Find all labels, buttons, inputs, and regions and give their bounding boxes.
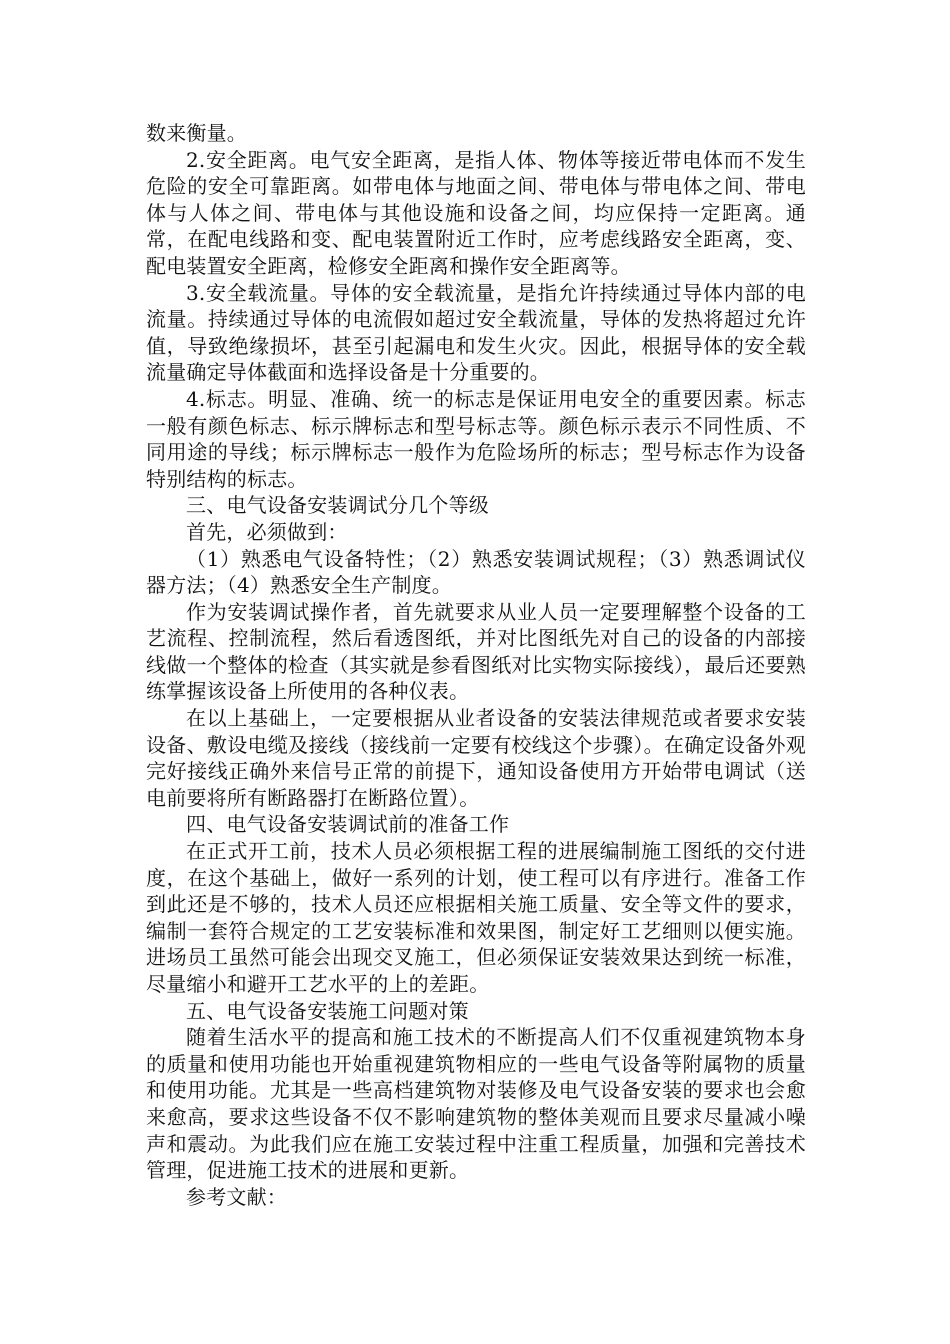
document-body: [146, 120, 806, 1210]
section-heading-5: 五、电气设备安装施工问题对策: [186, 998, 469, 1023]
paragraph-countermeasures: 随着生活水平的提高和施工技术的不断提高人们不仅重视建筑物本身的质量和使用功能也开始重视建筑物相应的一些电气设备等附属物的质量和使用功能。尤其是一些高档建筑物对装修及电气设备安装的要求也会愈来愈高，要求这些设备不仅不影响建筑物的整体美观而且要求尽量减小噪声和震动。为此我们应在施工安装过程中注重工程质量，加强和完善技术管理，促进施工技术的进展和更新。: [146, 1025, 806, 1183]
paragraph-safety-distance: 2.安全距离。电气安全距离，是指人体、物体等接近带电体而不发生危险的安全可靠距离。如带电体与地面之间、带电体与带电体之间、带电体与人体之间、带电体与其他设施和设备之间，均应保持一定距离。通常，在配电线路和变、配电装置附近工作时，应考虑线路安全距离，变、配电装置安全距离，检修安全距离和操作安全距离等。: [146, 147, 806, 278]
paragraph-continuation: 数来衡量。: [146, 121, 247, 145]
references-heading: 参考文献：: [186, 1184, 287, 1209]
section-heading-3: 三、电气设备安装调试分几个等级: [186, 493, 489, 518]
paragraph-requirements-list: （1）熟悉电气设备特性；（2）熟悉安装调试规程；（3）熟悉调试仪器方法；（4）熟悉安全生产制度。: [146, 546, 806, 598]
paragraph-first: 首先，必须做到：: [186, 519, 348, 544]
paragraph-preparation: 在正式开工前，技术人员必须根据工程的进展编制施工图纸的交付进度，在这个基础上，做好一系列的计划，使工程可以有序进行。准备工作到此还是不够的，技术人员还应根据相关施工质量、安全等文件的要求，编制一套符合规定的工艺安装标准和效果图，制定好工艺细则以便实施。进场员工虽然可能会出现交叉施工，但必须保证安装效果达到统一标准，尽量缩小和避开工艺水平的上的差距。: [146, 839, 806, 996]
paragraph-operator: 作为安装调试操作者，首先就要求从业人员一定要理解整个设备的工艺流程、控制流程，然后看透图纸，并对比图纸先对自己的设备的内部接线做一个整体的检查（其实就是参看图纸对比实物实际接线），最后还要熟练掌握该设备上所使用的各种仪表。: [146, 599, 806, 704]
paragraph-safe-current: 3.安全载流量。导体的安全载流量，是指允许持续通过导体内部的电流量。持续通过导体的电流假如超过安全载流量，导体的发热将超过允许值，导致绝缘损坏，甚至引起漏电和发生火灾。因此，根据导体的安全载流量确定导体截面和选择设备是十分重要的。: [146, 280, 806, 385]
paragraph-installation-basis: 在以上基础上，一定要根据从业者设备的安装法律规范或者要求安装设备、敷设电缆及接线（接线前一定要有校线这个步骤）。在确定设备外观完好接线正确外来信号正常的前提下，通知设备使用方开始带电调试（送电前要将所有断路器打在断路位置）。: [146, 706, 806, 810]
section-heading-4: 四、电气设备安装调试前的准备工作: [186, 812, 510, 837]
paragraph-signs: 4.标志。明显、准确、统一的标志是保证用电安全的重要因素。标志一般有颜色标志、标示牌标志和型号标志等。颜色标示表示不同性质、不同用途的导线；标示牌标志一般作为危险场所的标志；型号标志作为设备特别结构的标志。: [146, 386, 806, 491]
